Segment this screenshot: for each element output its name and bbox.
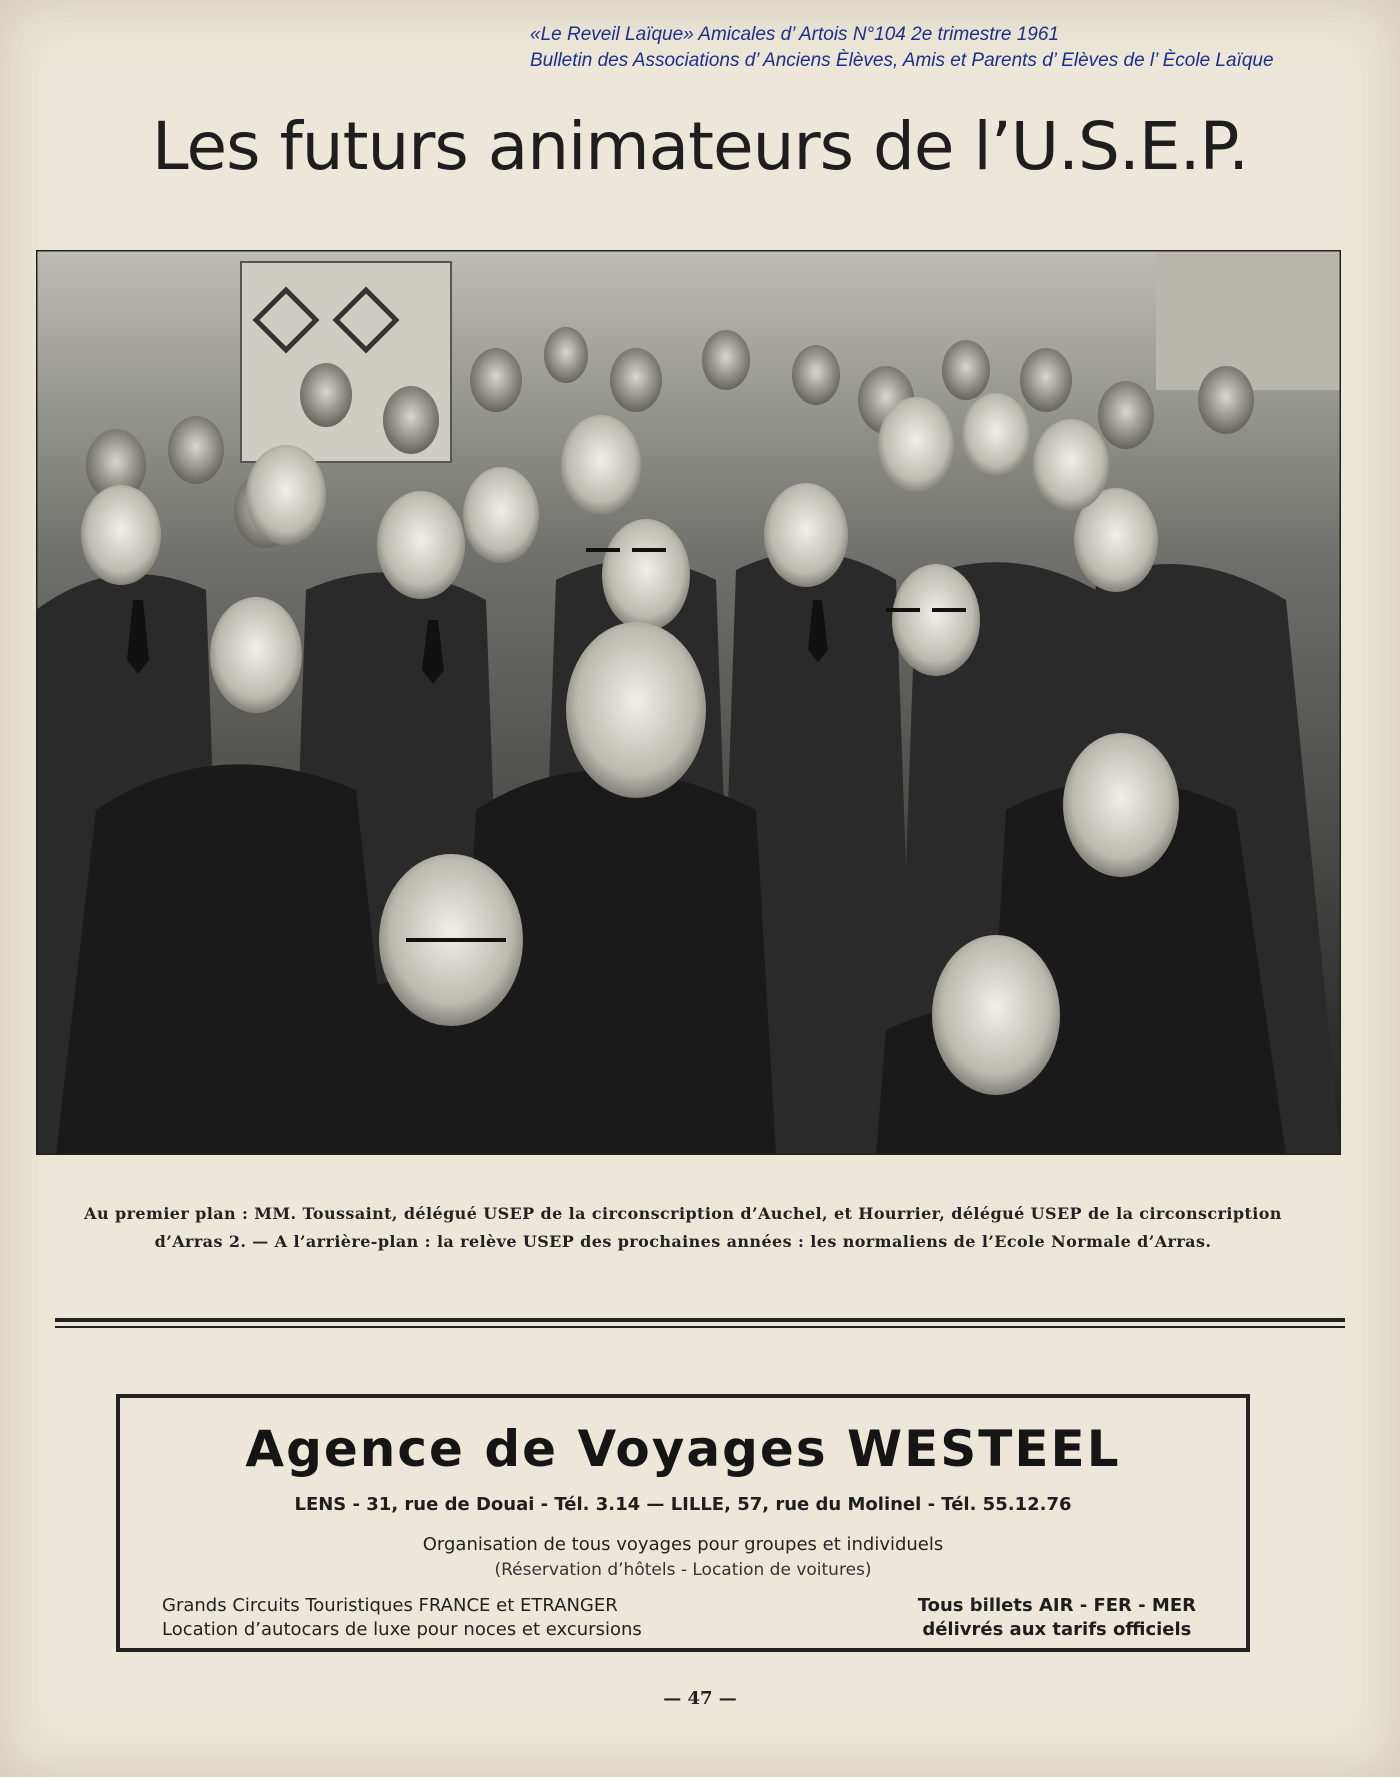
header-note <box>530 22 1390 74</box>
ad-left-block <box>162 1594 642 1642</box>
divider-rule-thick <box>55 1318 1345 1322</box>
caption-line-1: Au premier plan : MM. Toussaint, délégué USEP de la circonscription d’Auchel, et Hourrier, délégué USEP de la circonscription <box>84 1204 1282 1223</box>
photo-caption <box>38 1200 1328 1256</box>
page-number: — 47 — <box>663 1688 737 1709</box>
caption-line-2: d’Arras 2. — A l’arrière-plan : la relève USEP des prochaines années : les normaliens de l’Ecole Normale d’Arras. <box>154 1232 1212 1251</box>
page-title: Les futurs animateurs de l’U.S.E.P. <box>151 108 1249 185</box>
ad-left-line-1: Grands Circuits Touristiques FRANCE et ETRANGER <box>162 1595 618 1616</box>
photo-group-icon <box>36 250 1341 1155</box>
ad-services: Organisation de tous voyages pour groupes et individuels <box>422 1534 944 1555</box>
ad-right-block <box>918 1594 1196 1642</box>
ad-address: LENS - 31, rue de Douai - Tél. 3.14 — LILLE, 57, rue du Molinel - Tél. 55.12.76 <box>294 1494 1072 1515</box>
ad-left-line-2: Location d’autocars de luxe pour noces et excursions <box>162 1619 642 1640</box>
ad-right-line-2: délivrés aux tarifs officiels <box>922 1619 1192 1640</box>
ad-title: Agence de Voyages WESTEEL <box>245 1420 1121 1478</box>
travel-agency-ad <box>116 1394 1250 1652</box>
group-photo <box>36 250 1341 1155</box>
divider-rule-thin <box>55 1326 1345 1328</box>
ad-right-line-1: Tous billets AIR - FER - MER <box>917 1595 1196 1616</box>
header-line-1: «Le Reveil Laïque» Amicales d’ Artois N°104 2e trimestre 1961 <box>530 24 1059 45</box>
ad-reservation: (Réservation d’hôtels - Location de voitures) <box>494 1560 872 1580</box>
header-line-2: Bulletin des Associations d’ Anciens Èlèves, Amis et Parents d’ Elèves de l’ Ècole Laïque <box>530 50 1274 71</box>
